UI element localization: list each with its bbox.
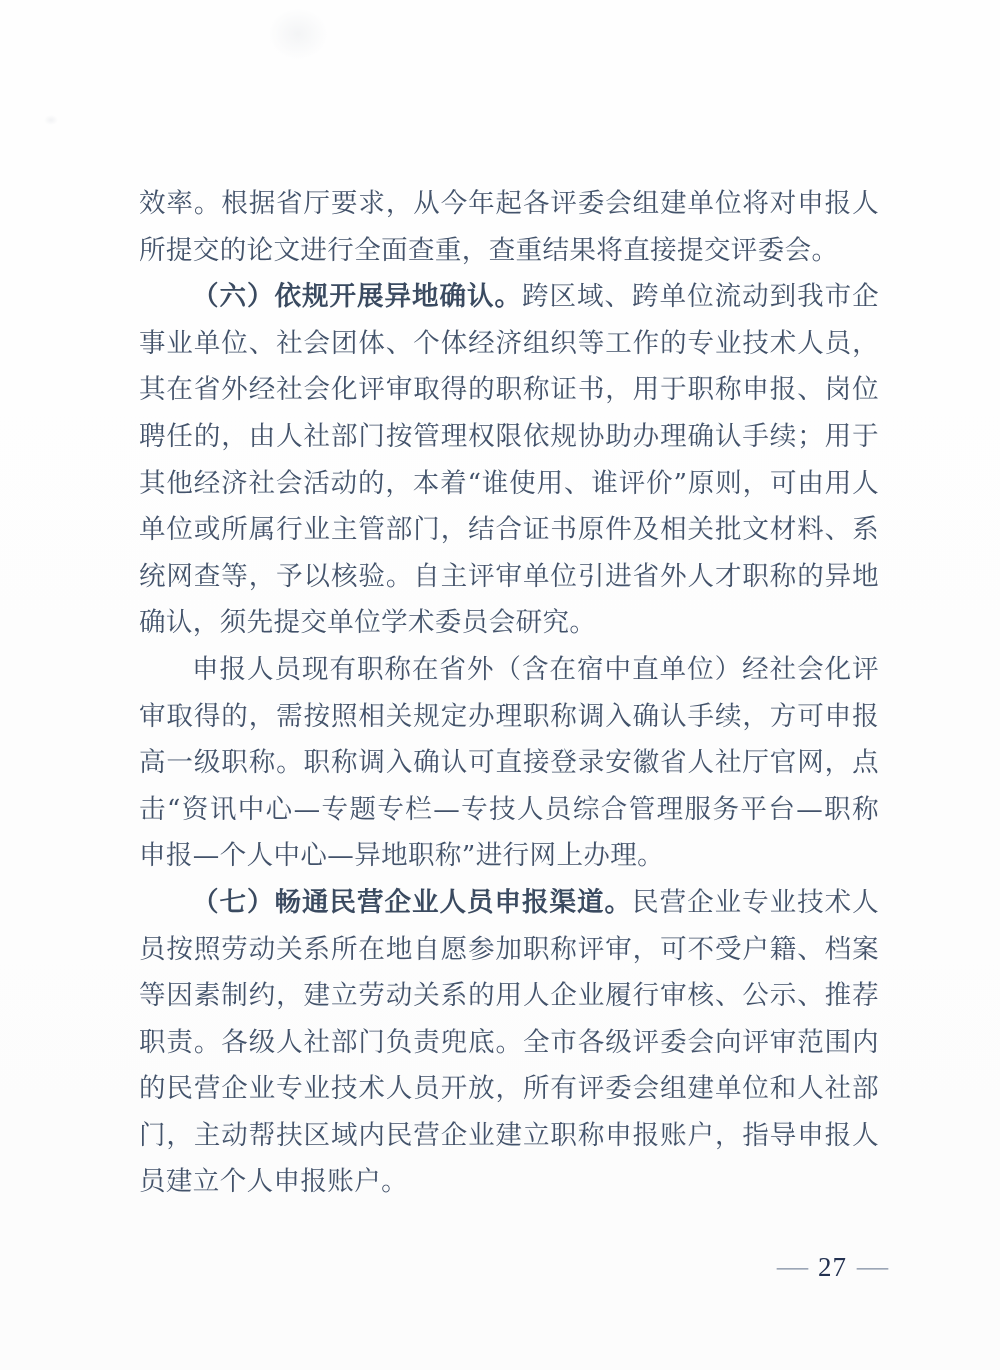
paragraph-section-6 bbox=[139, 274, 879, 647]
scan-artifact bbox=[268, 8, 328, 60]
scan-artifact bbox=[44, 115, 58, 125]
paragraph-continuation bbox=[139, 181, 879, 274]
paragraph-text: 效率。根据省厅要求，从今年起各评委会组建单位将对申报人所提交的论文进行全面查重，查重结果将直接提交评委会。 bbox=[139, 188, 879, 266]
document-body bbox=[139, 181, 879, 1206]
footer-dash-left: — bbox=[776, 1253, 809, 1281]
section-heading-7: （七）畅通民营企业人员申报渠道。 bbox=[192, 886, 633, 918]
paragraph-text: 跨区域、跨单位流动到我市企事业单位、社会团体、个体经济组织等工作的专业技术人员，其在省外经社会化评审取得的职称证书，用于职称申报、岗位聘任的，由人社部门按管理权限依规协助办理确认手续；用于其他经济社会活动的，本着“谁使用、谁评价”原则，可由用人单位或所属行业主管部门，结合证书原件及相关批文材料、系统网查等，予以核验。自主评审单位引进省外人才职称的异地确认，须先提交单位学术委员会研究。 bbox=[139, 281, 879, 639]
page-footer bbox=[776, 1252, 889, 1283]
paragraph-section-7 bbox=[139, 880, 879, 1206]
paragraph-text: 民营企业专业技术人员按照劳动关系所在地自愿参加职称评审，可不受户籍、档案等因素制约，建立劳动关系的用人企业履行审核、公示、推荐职责。各级人社部门负责兜底。全市各级评委会向评审范围内的民营企业专业技术人员开放，所有评委会组建单位和人社部门，主动帮扶区域内民营企业建立职称申报账户，指导申报人员建立个人申报账户。 bbox=[139, 886, 879, 1198]
paragraph-text: 申报人员现有职称在省外（含在宿中直单位）经社会化评审取得的，需按照相关规定办理职称调入确认手续，方可申报高一级职称。职称调入确认可直接登录安徽省人社厅官网，点击“资讯中心—专题专栏—专技人员综合管理服务平台—职称申报—个人中心—异地职称”进行网上办理。 bbox=[139, 653, 879, 872]
section-heading-6: （六）依规开展异地确认。 bbox=[192, 281, 523, 313]
page-number: 27 bbox=[818, 1252, 847, 1282]
paragraph-transfer-confirmation bbox=[139, 647, 879, 880]
footer-dash-right: — bbox=[856, 1253, 889, 1281]
